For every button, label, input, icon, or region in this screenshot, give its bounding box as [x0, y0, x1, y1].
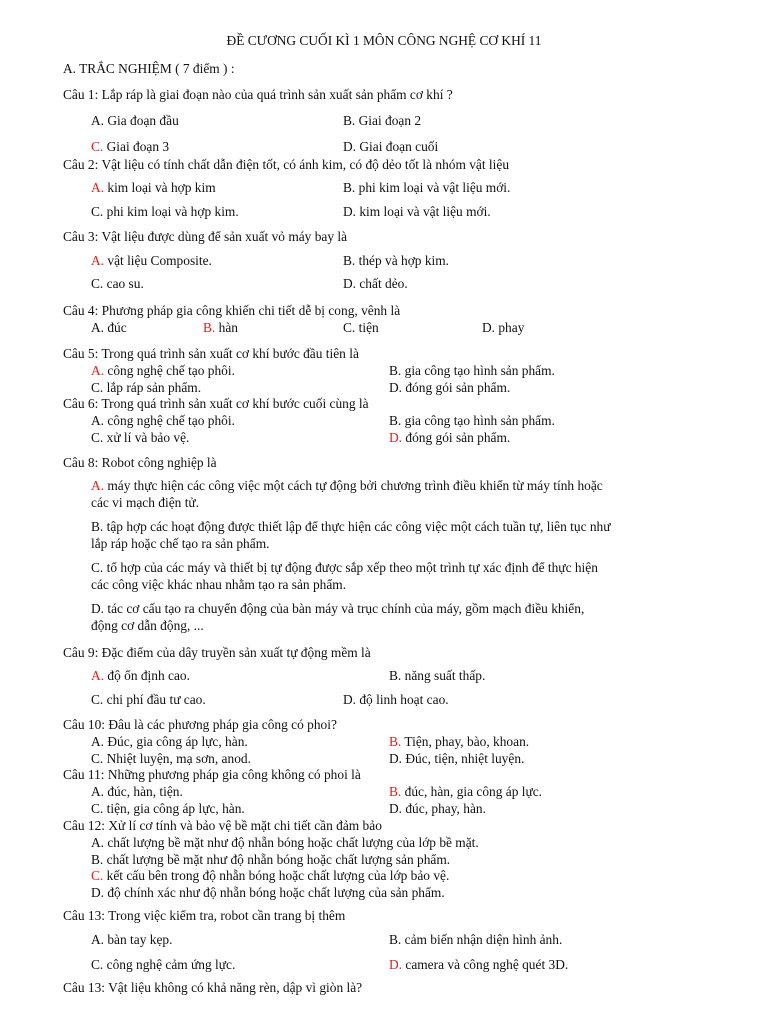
q5-option-c: C. lắp ráp sản phẩm.	[91, 380, 202, 395]
q9-option-d: D. độ linh hoạt cao.	[343, 692, 449, 707]
q10-option-d: D. Đúc, tiện, nhiệt luyện.	[389, 751, 525, 766]
q8-option-c: C. tổ hợp của các máy và thiết bị tự động được sắp xếp theo một trình tự xác định để thực hiện	[91, 560, 598, 575]
q8-option-b-cont: lắp ráp hoặc chế tạo ra sản phẩm.	[91, 536, 270, 551]
q2-option-d: D. kim loại và vật liệu mới.	[343, 204, 491, 219]
q10-option-a: A. Đúc, gia công áp lực, hàn.	[91, 734, 248, 749]
answer-marker: D.	[389, 430, 403, 445]
q6-option-d: D. đóng gói sản phẩm.	[389, 430, 511, 445]
q12-option-a: A. chất lượng bề mặt như độ nhẵn bóng hoặc chất lượng của lớp bề mặt.	[91, 835, 479, 850]
q1-option-a: A. Gia đoạn đầu	[91, 113, 179, 128]
q3-option-a: A. vật liệu Composite.	[91, 253, 212, 268]
q3-option-b: B. thép và hợp kim.	[343, 253, 450, 268]
q8-option-d: D. tác cơ cấu tạo ra chuyển động của bàn máy và trục chính của máy, gồm mạch điều khiển,	[91, 601, 585, 616]
q8-option-b: B. tập hợp các hoạt động được thiết lập để thực hiện các công việc một cách tuần tự, liên tục như	[91, 519, 611, 534]
question-13b: Câu 13: Vật liệu không có khả năng rèn, dập vì giòn là?	[63, 980, 363, 995]
q8-option-d-cont: động cơ dẫn động, ...	[91, 618, 204, 633]
answer-marker: A.	[91, 253, 105, 268]
q11-option-a: A. đúc, hàn, tiện.	[91, 784, 183, 799]
question-1: Câu 1: Lắp ráp là giai đoạn nào của quá trình sản xuất sản phẩm cơ khí ?	[63, 87, 453, 102]
q1-option-d: D. Giai đoạn cuối	[343, 139, 439, 154]
q4-option-c: C. tiện	[343, 320, 379, 335]
answer-marker: B.	[203, 320, 216, 335]
q9-option-b: B. năng suất thấp.	[389, 668, 486, 683]
question-5: Câu 5: Trong quá trình sản xuất cơ khí bước đầu tiên là	[63, 346, 359, 361]
q5-option-d: D. đóng gói sản phẩm.	[389, 380, 511, 395]
q10-option-b: B. Tiện, phay, bào, khoan.	[389, 734, 530, 749]
q12-option-b: B. chất lượng bề mặt như độ nhẵn bóng hoặc chất lượng sản phẩm.	[91, 852, 451, 867]
section-heading: A. TRẮC NGHIỆM ( 7 điểm ) :	[63, 61, 235, 76]
q1-option-b: B. Giai đoạn 2	[343, 113, 422, 128]
answer-marker: C.	[91, 868, 104, 883]
question-6: Câu 6: Trong quá trình sản xuất cơ khí bước cuối cùng là	[63, 396, 369, 411]
q5-option-b: B. gia công tạo hình sản phẩm.	[389, 363, 555, 378]
q13-option-a: A. bàn tay kẹp.	[91, 932, 173, 947]
q8-option-c-cont: các công việc khác nhau nhằm tạo ra sản phẩm.	[91, 577, 347, 592]
q2-option-a: A. kim loại và hợp kim	[91, 180, 216, 195]
q3-option-d: D. chất dẻo.	[343, 276, 408, 291]
q6-option-c: C. xử lí và bảo vệ.	[91, 430, 190, 445]
q8-option-a-cont: các vi mạch điện tử.	[91, 495, 200, 510]
page-title: ĐỀ CƯƠNG CUỐI KÌ 1 MÔN CÔNG NGHỆ CƠ KHÍ 11	[226, 33, 542, 48]
q6-option-a: A. công nghệ chế tạo phôi.	[91, 413, 235, 428]
question-4: Câu 4: Phương pháp gia công khiến chi tiết dễ bị cong, vênh là	[63, 303, 401, 318]
answer-marker: B.	[389, 784, 402, 799]
question-3: Câu 3: Vật liệu được dùng để sản xuất vỏ máy bay là	[63, 229, 348, 244]
q11-option-d: D. đúc, phay, hàn.	[389, 801, 486, 816]
q1-option-c: C. Giai đoạn 3	[91, 139, 170, 154]
q12-option-c: C. kết cấu bên trong độ nhẵn bóng hoặc chất lượng của lớp bảo vệ.	[91, 868, 450, 883]
question-9: Câu 9: Đặc điểm của dây truyền sản xuất tự động mềm là	[63, 645, 371, 660]
question-8: Câu 8: Robot công nghiệp là	[63, 455, 217, 470]
question-11: Câu 11: Những phương pháp gia công không có phoi là	[63, 767, 361, 782]
answer-marker: A.	[91, 180, 105, 195]
q12-option-d: D. độ chính xác như độ nhẵn bóng hoặc chất lượng của sản phẩm.	[91, 885, 445, 900]
q2-option-c: C. phi kim loại và hợp kim.	[91, 204, 239, 219]
q13-option-c: C. công nghệ cảm ứng lực.	[91, 957, 236, 972]
q9-option-a: A. độ ổn định cao.	[91, 668, 190, 683]
answer-marker: A.	[91, 363, 105, 378]
question-10: Câu 10: Đâu là các phương pháp gia công có phoi?	[63, 717, 337, 732]
q11-option-b: B. đúc, hàn, gia công áp lực.	[389, 784, 543, 799]
q8-option-a: A. máy thực hiện các công việc một cách tự động bởi chương trình điều khiển từ máy tính hoặc	[91, 478, 603, 493]
q4-option-b: B. hàn	[203, 320, 238, 335]
answer-marker: B.	[389, 734, 402, 749]
q4-option-a: A. đúc	[91, 320, 127, 335]
q11-option-c: C. tiện, gia công áp lực, hàn.	[91, 801, 245, 816]
q5-option-a: A. công nghệ chế tạo phôi.	[91, 363, 235, 378]
q2-option-b: B. phi kim loại và vật liệu mới.	[343, 180, 511, 195]
q9-option-c: C. chi phí đầu tư cao.	[91, 692, 206, 707]
q13-option-d: D. camera và công nghệ quét 3D.	[389, 957, 569, 972]
q13-option-b: B. cảm biến nhận diện hình ảnh.	[389, 932, 563, 947]
answer-marker: A.	[91, 478, 105, 493]
question-13: Câu 13: Trong việc kiểm tra, robot cần trang bị thêm	[63, 908, 346, 923]
q10-option-c: C. Nhiệt luyện, mạ sơn, anod.	[91, 751, 251, 766]
answer-marker: A.	[91, 668, 105, 683]
q4-option-d: D. phay	[482, 320, 525, 335]
q6-option-b: B. gia công tạo hình sản phẩm.	[389, 413, 555, 428]
q3-option-c: C. cao su.	[91, 276, 144, 291]
question-2: Câu 2: Vật liệu có tính chất dẫn điện tốt, có ánh kim, có độ dẻo tốt là nhóm vật liệu	[63, 157, 510, 172]
question-12: Câu 12: Xử lí cơ tính và bảo vệ bề mặt chi tiết cần đảm bảo	[63, 818, 382, 833]
answer-marker: D.	[389, 957, 403, 972]
answer-marker: C.	[91, 139, 104, 154]
